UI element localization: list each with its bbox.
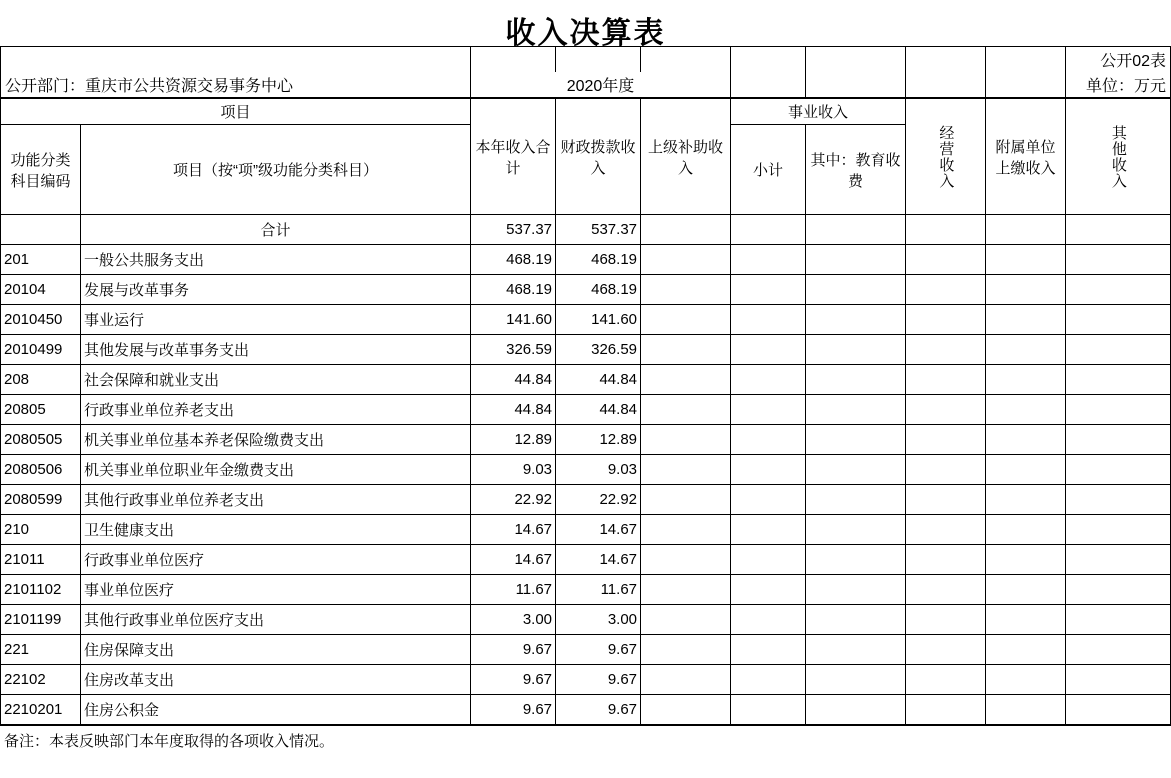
cell-code: 2080505 xyxy=(1,425,81,455)
cell-business-education xyxy=(806,665,906,695)
meta-blank-10 xyxy=(731,72,806,98)
cell-superior-subsidy xyxy=(641,245,731,275)
cell-total-income: 468.19 xyxy=(471,245,556,275)
cell-superior-subsidy xyxy=(641,215,731,245)
cell-fiscal-appropriation: 22.92 xyxy=(556,485,641,515)
cell-affiliated-unit xyxy=(986,545,1066,575)
cell-operating-income xyxy=(906,365,986,395)
cell-fiscal-appropriation: 12.89 xyxy=(556,425,641,455)
cell-business-education xyxy=(806,485,906,515)
table-row xyxy=(1,305,1171,335)
cell-fiscal-appropriation: 537.37 xyxy=(556,215,641,245)
cell-fiscal-appropriation: 326.59 xyxy=(556,335,641,365)
header-total-income xyxy=(471,99,556,215)
income-table-body xyxy=(1,215,1171,725)
cell-total-income: 468.19 xyxy=(471,275,556,305)
table-row xyxy=(1,635,1171,665)
cell-project-name: 其他发展与改革事务支出 xyxy=(81,335,471,365)
table-row xyxy=(1,275,1171,305)
table-row xyxy=(1,575,1171,605)
cell-project-name: 机关事业单位基本养老保险缴费支出 xyxy=(81,425,471,455)
cell-code: 2210201 xyxy=(1,695,81,725)
cell-fiscal-appropriation: 14.67 xyxy=(556,515,641,545)
cell-project-name: 合计 xyxy=(81,215,471,245)
header-other-income-label: 其他收入 xyxy=(1109,124,1127,189)
cell-total-income: 11.67 xyxy=(471,575,556,605)
cell-affiliated-unit xyxy=(986,245,1066,275)
cell-superior-subsidy xyxy=(641,425,731,455)
cell-business-subtotal xyxy=(731,665,806,695)
cell-project-name: 其他行政事业单位养老支出 xyxy=(81,485,471,515)
header-fiscal-appropriation-label: 财政拨款收入 xyxy=(560,138,636,177)
cell-superior-subsidy xyxy=(641,545,731,575)
cell-total-income: 326.59 xyxy=(471,335,556,365)
cell-project-name: 机关事业单位职业年金缴费支出 xyxy=(81,455,471,485)
cell-business-education xyxy=(806,635,906,665)
header-row-1 xyxy=(1,99,1171,125)
header-code-label: 功能分类科目编码 xyxy=(10,151,71,190)
cell-other-income xyxy=(1066,485,1171,515)
cell-business-subtotal xyxy=(731,545,806,575)
cell-affiliated-unit xyxy=(986,605,1066,635)
cell-fiscal-appropriation: 44.84 xyxy=(556,395,641,425)
cell-superior-subsidy xyxy=(641,695,731,725)
table-row xyxy=(1,215,1171,245)
cell-total-income: 3.00 xyxy=(471,605,556,635)
table-row xyxy=(1,395,1171,425)
cell-code: 2101199 xyxy=(1,605,81,635)
meta-blank-11 xyxy=(806,72,906,98)
cell-code: 2010499 xyxy=(1,335,81,365)
header-operating-income-label: 经营收入 xyxy=(937,124,955,189)
cell-business-subtotal xyxy=(731,395,806,425)
cell-code xyxy=(1,215,81,245)
cell-other-income xyxy=(1066,635,1171,665)
cell-operating-income xyxy=(906,695,986,725)
table-row xyxy=(1,245,1171,275)
cell-project-name: 行政事业单位养老支出 xyxy=(81,395,471,425)
cell-total-income: 9.03 xyxy=(471,455,556,485)
cell-business-education xyxy=(806,215,906,245)
cell-total-income: 14.67 xyxy=(471,545,556,575)
cell-other-income xyxy=(1066,395,1171,425)
cell-other-income xyxy=(1066,365,1171,395)
cell-project-name: 事业运行 xyxy=(81,305,471,335)
cell-superior-subsidy xyxy=(641,305,731,335)
cell-project-name: 行政事业单位医疗 xyxy=(81,545,471,575)
cell-business-education xyxy=(806,515,906,545)
cell-affiliated-unit xyxy=(986,455,1066,485)
cell-code: 20104 xyxy=(1,275,81,305)
header-business-education-label: 其中：教育收费 xyxy=(810,151,901,190)
cell-other-income xyxy=(1066,335,1171,365)
cell-project-name: 社会保障和就业支出 xyxy=(81,365,471,395)
header-other-income xyxy=(1066,99,1171,215)
header-superior-subsidy-label: 上级补助收入 xyxy=(648,138,724,177)
cell-other-income xyxy=(1066,545,1171,575)
cell-code: 21011 xyxy=(1,545,81,575)
cell-business-subtotal xyxy=(731,695,806,725)
header-business-subtotal xyxy=(731,125,806,215)
header-code xyxy=(1,125,81,215)
cell-affiliated-unit xyxy=(986,305,1066,335)
table-row xyxy=(1,365,1171,395)
cell-code: 210 xyxy=(1,515,81,545)
cell-total-income: 141.60 xyxy=(471,305,556,335)
header-operating-income xyxy=(906,99,986,215)
cell-affiliated-unit xyxy=(986,635,1066,665)
cell-code: 201 xyxy=(1,245,81,275)
cell-superior-subsidy xyxy=(641,635,731,665)
cell-other-income xyxy=(1066,245,1171,275)
cell-fiscal-appropriation: 9.67 xyxy=(556,695,641,725)
cell-code: 221 xyxy=(1,635,81,665)
cell-superior-subsidy xyxy=(641,365,731,395)
cell-operating-income xyxy=(906,245,986,275)
cell-superior-subsidy xyxy=(641,335,731,365)
cell-business-subtotal xyxy=(731,245,806,275)
department-row xyxy=(1,72,1171,98)
cell-affiliated-unit xyxy=(986,665,1066,695)
cell-total-income: 44.84 xyxy=(471,395,556,425)
cell-fiscal-appropriation: 141.60 xyxy=(556,305,641,335)
cell-operating-income xyxy=(906,425,986,455)
cell-project-name: 事业单位医疗 xyxy=(81,575,471,605)
cell-affiliated-unit xyxy=(986,515,1066,545)
header-business-income-group: 事业收入 xyxy=(731,99,906,125)
cell-operating-income xyxy=(906,275,986,305)
cell-operating-income xyxy=(906,635,986,665)
cell-business-education xyxy=(806,695,906,725)
cell-total-income: 537.37 xyxy=(471,215,556,245)
cell-business-education xyxy=(806,455,906,485)
header-name xyxy=(81,125,471,215)
cell-superior-subsidy xyxy=(641,485,731,515)
cell-other-income xyxy=(1066,215,1171,245)
cell-business-subtotal xyxy=(731,335,806,365)
cell-business-subtotal xyxy=(731,515,806,545)
header-affiliated-unit-label: 附属单位上缴收入 xyxy=(995,138,1056,177)
cell-affiliated-unit xyxy=(986,215,1066,245)
cell-affiliated-unit xyxy=(986,695,1066,725)
cell-affiliated-unit xyxy=(986,425,1066,455)
cell-other-income xyxy=(1066,515,1171,545)
cell-other-income xyxy=(1066,605,1171,635)
cell-business-subtotal xyxy=(731,575,806,605)
cell-total-income: 9.67 xyxy=(471,635,556,665)
cell-affiliated-unit xyxy=(986,485,1066,515)
cell-operating-income xyxy=(906,605,986,635)
table-row xyxy=(1,545,1171,575)
unit-label: 单位：万元 xyxy=(1066,72,1171,98)
meta-blank-9 xyxy=(986,47,1066,73)
cell-fiscal-appropriation: 44.84 xyxy=(556,365,641,395)
cell-project-name: 发展与改革事务 xyxy=(81,275,471,305)
header-business-education xyxy=(806,125,906,215)
form-code: 公开02表 xyxy=(1066,47,1171,73)
cell-total-income: 12.89 xyxy=(471,425,556,455)
cell-fiscal-appropriation: 11.67 xyxy=(556,575,641,605)
cell-operating-income xyxy=(906,215,986,245)
cell-fiscal-appropriation: 468.19 xyxy=(556,275,641,305)
cell-operating-income xyxy=(906,665,986,695)
table-row xyxy=(1,425,1171,455)
cell-code: 208 xyxy=(1,365,81,395)
cell-business-subtotal xyxy=(731,605,806,635)
cell-operating-income xyxy=(906,335,986,365)
cell-business-subtotal xyxy=(731,485,806,515)
cell-code: 20805 xyxy=(1,395,81,425)
cell-project-name: 一般公共服务支出 xyxy=(81,245,471,275)
header-business-subtotal-label: 小计 xyxy=(753,162,784,179)
cell-fiscal-appropriation: 3.00 xyxy=(556,605,641,635)
year-label: 2020年度 xyxy=(471,72,731,98)
table-row xyxy=(1,695,1171,725)
cell-affiliated-unit xyxy=(986,275,1066,305)
cell-business-subtotal xyxy=(731,365,806,395)
cell-other-income xyxy=(1066,305,1171,335)
cell-business-subtotal xyxy=(731,275,806,305)
cell-business-subtotal xyxy=(731,215,806,245)
cell-project-name: 其他行政事业单位医疗支出 xyxy=(81,605,471,635)
cell-superior-subsidy xyxy=(641,395,731,425)
cell-total-income: 44.84 xyxy=(471,365,556,395)
cell-operating-income xyxy=(906,575,986,605)
cell-code: 2080506 xyxy=(1,455,81,485)
cell-business-subtotal xyxy=(731,305,806,335)
meta-header-table xyxy=(0,46,1171,98)
income-table xyxy=(0,98,1171,725)
meta-blank-12 xyxy=(906,72,986,98)
cell-superior-subsidy xyxy=(641,605,731,635)
meta-blank-6 xyxy=(731,47,806,73)
cell-project-name: 卫生健康支出 xyxy=(81,515,471,545)
cell-business-education xyxy=(806,395,906,425)
cell-business-education xyxy=(806,545,906,575)
table-row xyxy=(1,515,1171,545)
cell-fiscal-appropriation: 14.67 xyxy=(556,545,641,575)
table-row xyxy=(1,605,1171,635)
cell-other-income xyxy=(1066,275,1171,305)
cell-operating-income xyxy=(906,395,986,425)
department-label: 公开部门：重庆市公共资源交易事务中心 xyxy=(1,72,471,98)
header-affiliated-unit xyxy=(986,99,1066,215)
cell-business-subtotal xyxy=(731,425,806,455)
cell-other-income xyxy=(1066,695,1171,725)
cell-affiliated-unit xyxy=(986,365,1066,395)
meta-blank-1 xyxy=(1,47,81,73)
table-row xyxy=(1,455,1171,485)
cell-operating-income xyxy=(906,485,986,515)
cell-superior-subsidy xyxy=(641,515,731,545)
cell-superior-subsidy xyxy=(641,275,731,305)
cell-affiliated-unit xyxy=(986,335,1066,365)
cell-business-education xyxy=(806,275,906,305)
cell-superior-subsidy xyxy=(641,455,731,485)
cell-operating-income xyxy=(906,455,986,485)
cell-operating-income xyxy=(906,515,986,545)
cell-code: 2080599 xyxy=(1,485,81,515)
cell-code: 22102 xyxy=(1,665,81,695)
cell-business-education xyxy=(806,305,906,335)
cell-project-name: 住房保障支出 xyxy=(81,635,471,665)
table-row xyxy=(1,485,1171,515)
cell-other-income xyxy=(1066,455,1171,485)
cell-operating-income xyxy=(906,305,986,335)
cell-total-income: 9.67 xyxy=(471,695,556,725)
cell-business-subtotal xyxy=(731,455,806,485)
cell-fiscal-appropriation: 9.03 xyxy=(556,455,641,485)
cell-superior-subsidy xyxy=(641,665,731,695)
cell-business-education xyxy=(806,425,906,455)
cell-other-income xyxy=(1066,575,1171,605)
header-total-income-label: 本年收入合计 xyxy=(475,138,551,177)
cell-affiliated-unit xyxy=(986,575,1066,605)
cell-project-name: 住房公积金 xyxy=(81,695,471,725)
cell-other-income xyxy=(1066,425,1171,455)
cell-business-subtotal xyxy=(731,635,806,665)
cell-code: 2010450 xyxy=(1,305,81,335)
meta-blank-8 xyxy=(906,47,986,73)
meta-blank-7 xyxy=(806,47,906,73)
cell-business-education xyxy=(806,335,906,365)
cell-fiscal-appropriation: 468.19 xyxy=(556,245,641,275)
cell-business-education xyxy=(806,245,906,275)
cell-code: 2101102 xyxy=(1,575,81,605)
cell-affiliated-unit xyxy=(986,395,1066,425)
header-name-label: 项目（按“项”级功能分类科目） xyxy=(173,162,378,179)
header-superior-subsidy xyxy=(641,99,731,215)
cell-other-income xyxy=(1066,665,1171,695)
cell-business-education xyxy=(806,605,906,635)
cell-business-education xyxy=(806,575,906,605)
header-fiscal-appropriation xyxy=(556,99,641,215)
cell-fiscal-appropriation: 9.67 xyxy=(556,635,641,665)
footnote: 备注：本表反映部门本年度取得的各项收入情况。 xyxy=(0,725,1171,753)
cell-business-education xyxy=(806,365,906,395)
table-row xyxy=(1,665,1171,695)
meta-blank-13 xyxy=(986,72,1066,98)
header-project-group: 项目 xyxy=(1,99,471,125)
cell-fiscal-appropriation: 9.67 xyxy=(556,665,641,695)
cell-total-income: 9.67 xyxy=(471,665,556,695)
meta-blank-2 xyxy=(81,47,471,73)
cell-total-income: 14.67 xyxy=(471,515,556,545)
cell-operating-income xyxy=(906,545,986,575)
cell-superior-subsidy xyxy=(641,575,731,605)
cell-total-income: 22.92 xyxy=(471,485,556,515)
cell-project-name: 住房改革支出 xyxy=(81,665,471,695)
page-title: 收入决算表 xyxy=(505,17,666,50)
table-row xyxy=(1,335,1171,365)
